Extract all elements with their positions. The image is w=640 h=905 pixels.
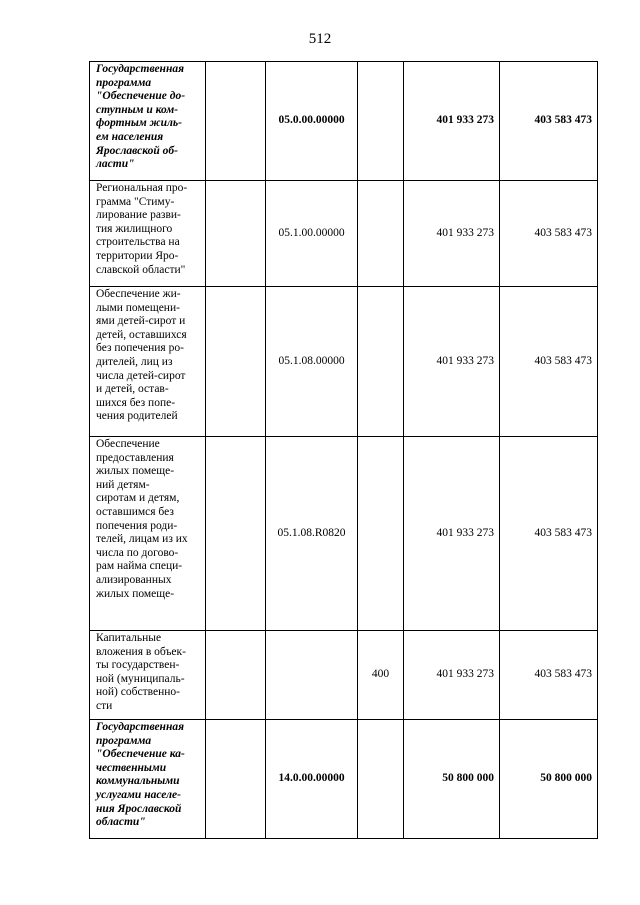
row-extra-cell: [206, 181, 266, 287]
row-value-1-cell: 401 933 273: [404, 181, 500, 287]
row-name-line: ты государствен-: [96, 659, 180, 672]
row-name-cell: [90, 720, 206, 839]
row-value-2-cell: 403 583 473: [500, 631, 598, 720]
row-name-line: оставшимся без: [96, 505, 174, 518]
row-name-line: чения родителей: [96, 410, 178, 423]
row-name-line: ласти": [96, 158, 135, 171]
row-name-line: Капитальные: [96, 632, 162, 644]
table-row: [90, 62, 598, 181]
row-name-line: грамма "Стиму-: [96, 195, 175, 208]
row-name-line: области": [96, 816, 146, 829]
budget-table: [89, 61, 598, 839]
row-name-line: рам найма специ-: [96, 560, 183, 573]
row-name-line: ем населения: [96, 130, 164, 143]
row-extra-cell: [206, 287, 266, 437]
row-name-line: ния Ярославской: [96, 802, 182, 815]
row-name-line: ной (муниципаль-: [96, 672, 185, 685]
row-name-line: территории Яро-: [96, 249, 179, 262]
row-extra-cell: [206, 631, 266, 720]
row-name-line: программа: [96, 76, 152, 89]
row-extra-cell: [206, 437, 266, 631]
row-name-line: программа: [96, 734, 152, 747]
table-row: [90, 720, 598, 839]
row-code-cell: 05.1.08.00000: [266, 287, 358, 437]
row-value-2-cell: 50 800 000: [500, 720, 598, 839]
row-name-line: телей, лицам из их: [96, 533, 188, 546]
row-name-line: жилых помеще-: [96, 587, 175, 600]
table-row: [90, 181, 598, 287]
row-name-cell: [90, 437, 206, 631]
row-name-line: сти: [96, 699, 113, 712]
page-number: 512: [308, 31, 332, 47]
row-code-cell: 14.0.00.00000: [266, 720, 358, 839]
row-name-line: Государственная: [96, 721, 184, 733]
row-name-line: предоставления: [96, 451, 174, 464]
row-type-cell: [358, 62, 404, 181]
row-name-line: лирование разви-: [96, 209, 181, 222]
table-row: [90, 437, 598, 631]
row-code-cell: 05.1.08.R0820: [266, 437, 358, 631]
row-name-line: Обеспечение жи-: [96, 288, 181, 300]
row-name-line: Ярославской об-: [96, 144, 178, 157]
row-name-line: шихся без попе-: [96, 396, 176, 409]
row-name-line: лыми помещени-: [96, 301, 180, 314]
row-name-line: без попечения ро-: [96, 342, 184, 355]
row-name-line: "Обеспечение ка-: [96, 748, 185, 761]
row-name-line: Государственная: [96, 63, 184, 75]
row-name-line: попечения роди-: [96, 519, 178, 532]
row-name-cell: [90, 62, 206, 181]
row-name-line: числа детей-сирот: [96, 369, 186, 382]
row-value-1-cell: 401 933 273: [404, 62, 500, 181]
row-name-line: чественными: [96, 761, 167, 774]
row-name-cell: [90, 631, 206, 720]
row-name-line: и детей, остав-: [96, 383, 169, 396]
row-name-line: вложения в объек-: [96, 645, 186, 658]
row-name-line: Региональная про-: [96, 182, 188, 194]
row-value-1-cell: 401 933 273: [404, 437, 500, 631]
row-type-cell: [358, 181, 404, 287]
row-value-1-cell: 50 800 000: [404, 720, 500, 839]
row-type-cell: [358, 720, 404, 839]
row-name-line: числа по догово-: [96, 546, 179, 559]
row-code-cell: 05.1.00.00000: [266, 181, 358, 287]
row-value-1-cell: 401 933 273: [404, 287, 500, 437]
row-name-line: ступным и ком-: [96, 103, 179, 116]
row-extra-cell: [206, 720, 266, 839]
row-code-cell: [266, 631, 358, 720]
row-value-2-cell: 403 583 473: [500, 62, 598, 181]
row-type-cell: [358, 437, 404, 631]
row-name-line: коммунальными: [96, 775, 180, 788]
row-name-cell: [90, 287, 206, 437]
row-name-cell: [90, 181, 206, 287]
row-name-line: жилых помеще-: [96, 465, 175, 478]
row-name-line: строительства на: [96, 236, 180, 249]
row-name-line: фортным жиль-: [96, 117, 182, 130]
row-name-line: ний детям-: [96, 478, 150, 491]
row-value-2-cell: 403 583 473: [500, 181, 598, 287]
row-name-line: сиротам и детям,: [96, 492, 180, 505]
table-row: [90, 631, 598, 720]
row-type-cell: 400: [358, 631, 404, 720]
row-type-cell: [358, 287, 404, 437]
row-name-line: славской области": [96, 263, 186, 276]
row-name-line: "Обеспечение до-: [96, 90, 186, 103]
row-extra-cell: [206, 62, 266, 181]
row-name-line: Обеспечение: [96, 438, 160, 450]
budget-table-body: [90, 62, 598, 839]
row-code-cell: 05.0.00.00000: [266, 62, 358, 181]
row-name-line: тия жилищного: [96, 222, 173, 235]
row-name-line: услугами населе-: [96, 788, 181, 801]
row-name-line: детей, оставшихся: [96, 328, 187, 341]
table-row: [90, 287, 598, 437]
row-name-line: ями детей-сирот и: [96, 315, 186, 328]
row-value-2-cell: 403 583 473: [500, 287, 598, 437]
row-name-line: дителей, лиц из: [96, 355, 173, 368]
row-name-line: ализированных: [96, 573, 172, 586]
row-value-2-cell: 403 583 473: [500, 437, 598, 631]
row-value-1-cell: 401 933 273: [404, 631, 500, 720]
row-name-line: ной) собственно-: [96, 686, 180, 699]
